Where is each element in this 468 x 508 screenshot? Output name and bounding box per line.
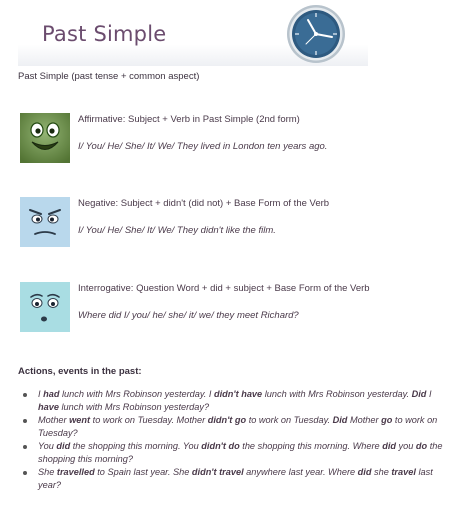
questioning-face-icon [20,282,70,332]
usage-example-item [20,440,450,465]
verb-highlight: didn't have [214,389,263,399]
example-text: to work on Tuesday. Mother [90,415,208,425]
example-text: to work on Tuesday? [38,415,438,438]
affirmative-example: I/ You/ He/ She/ It/ We/ They lived in London ten years ago. [78,141,328,152]
example-text: She [38,467,57,477]
usage-example-item [20,388,450,413]
usage-examples-list [20,388,450,492]
example-text: the shopping this morning. Where [239,441,383,451]
usage-heading: Actions, events in the past: [18,366,142,377]
verb-highlight: didn't go [207,415,247,425]
verb-highlight: went [69,415,91,425]
example-text: last year? [38,467,433,490]
example-text: you [395,441,416,451]
annoyed-face-icon [20,197,70,247]
verb-highlight: didn't travel [191,467,244,477]
verb-highlight: do [415,441,428,451]
example-text: lunch with Mrs Robinson yesterday. I [59,389,215,399]
example-text: Mother [347,415,382,425]
example-text: she [371,467,392,477]
example-text: lunch with Mrs Robinson yesterday. [262,389,412,399]
verb-highlight: Did [332,415,348,425]
page-title: Past Simple [42,22,167,46]
usage-example-item [20,466,450,491]
negative-rule: Negative: Subject + didn't (did not) + Base Form of the Verb [78,198,330,209]
verb-highlight: didn't do [201,441,240,451]
example-text: lunch with Mrs Robinson yesterday? [58,401,210,412]
verb-highlight: go [381,415,393,425]
example-text: Mother [38,415,70,425]
subtitle: Past Simple (past tense + common aspect) [18,71,200,82]
example-text: I [38,389,44,399]
verb-highlight: Did [411,389,427,399]
verb-highlight: did [56,441,71,451]
verb-highlight: travel [391,467,416,477]
usage-example-item [20,414,450,439]
example-text: anywhere last year. Where [243,467,358,477]
interrogative-example: Where did I/ you/ he/ she/ it/ we/ they meet Richard? [78,310,299,321]
example-text: the shopping this morning. You [70,441,202,451]
verb-highlight: travelled [56,467,95,477]
verb-highlight: have [38,401,59,412]
clock-icon [286,4,346,64]
happy-face-icon [20,113,70,163]
verb-highlight: did [382,441,396,451]
negative-example: I/ You/ He/ She/ It/ We/ They didn't like the film. [78,225,276,236]
example-text: I [426,389,432,399]
interrogative-rule: Interrogative: Question Word + did + subject + Base Form of the Verb [78,283,370,294]
example-text: the shopping this morning? [38,441,443,464]
example-text: You [38,441,57,451]
verb-highlight: had [43,389,60,399]
verb-highlight: did [357,467,372,477]
example-text: to work on Tuesday. [246,415,333,425]
affirmative-rule: Affirmative: Subject + Verb in Past Simple (2nd form) [78,114,300,125]
example-text: to Spain last year. She [94,467,192,477]
